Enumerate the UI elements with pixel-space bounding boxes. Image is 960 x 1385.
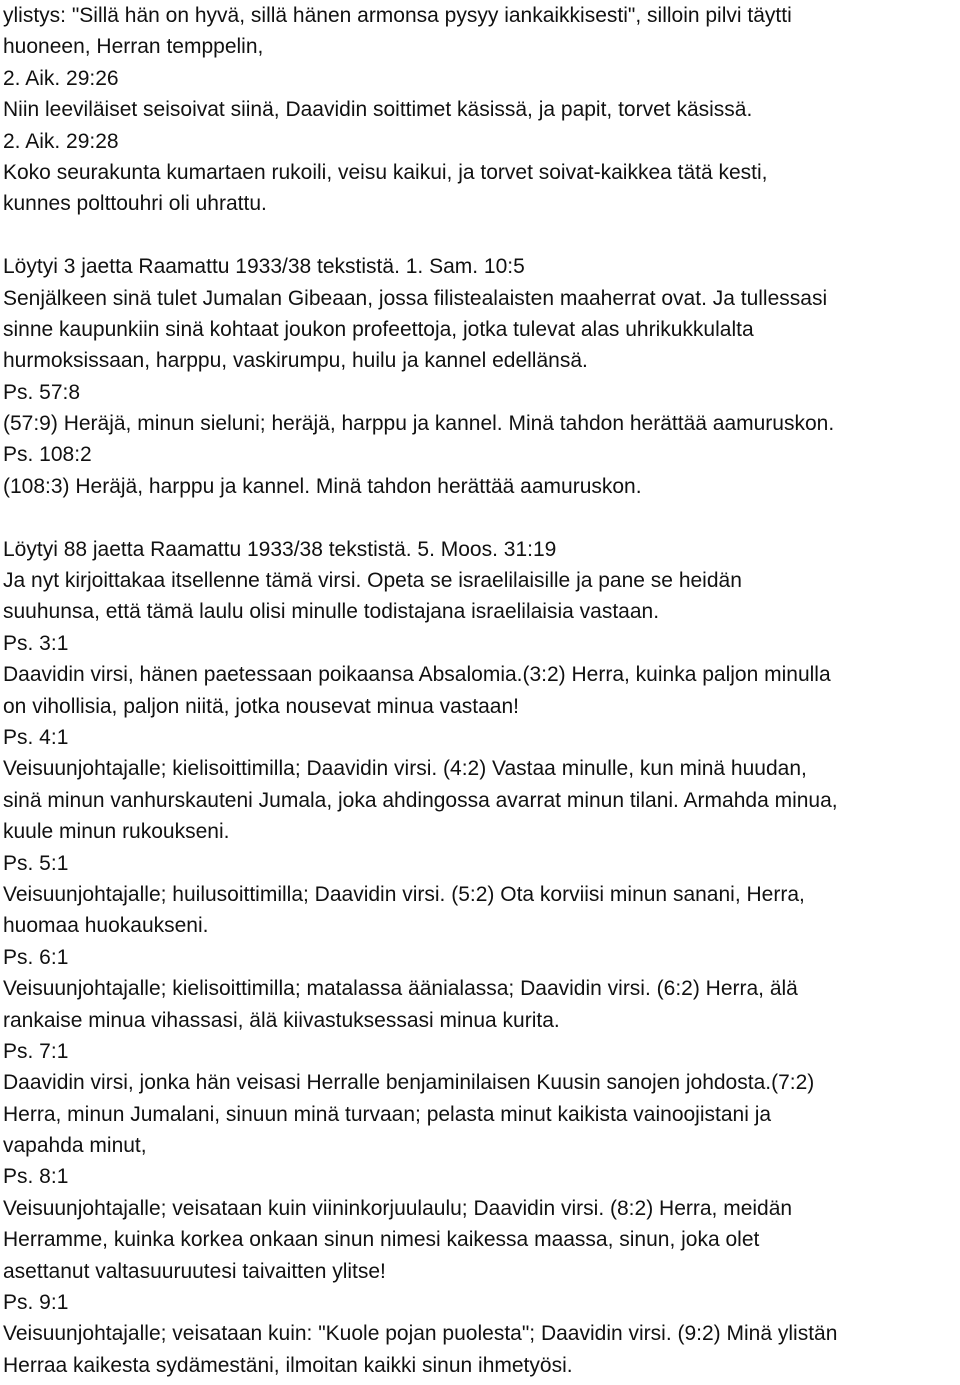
verse-text: Herramme, kuinka korkea onkaan sinun nimesi kaikessa maassa, sinun, joka olet xyxy=(3,1228,760,1252)
verse-text: Ja nyt kirjoittakaa itsellenne tämä virsi. Opeta se israelilaisille ja pane se heidän xyxy=(3,569,742,593)
verse-text: rankaise minua vihassasi, älä kiivastuksessasi minua kurita. xyxy=(3,1008,560,1032)
results-summary: Löytyi 3 jaetta Raamattu 1933/38 tekstistä. 1. Sam. 10:5 xyxy=(3,255,525,279)
verse-reference: Ps. 7:1 xyxy=(3,1039,69,1063)
verse-text: asettanut valtasuuruutesi taivaitten ylitse! xyxy=(3,1259,386,1283)
text-line: ylistys: "Sillä hän on hyvä, sillä hänen armonsa pysyy iankaikkisesti", silloin pilvi täytti xyxy=(3,4,792,27)
verse-text: on vihollisia, paljon niitä, jotka nousevat minua vastaan! xyxy=(3,694,519,718)
verse-text: Veisuunjohtajalle; kielisoittimilla; matalassa äänialassa; Daavidin virsi. (6:2) Herra, älä xyxy=(3,977,798,1001)
verse-text: hurmoksissaan, harppu, vaskirumpu, huilu ja kannel edellänsä. xyxy=(3,349,588,373)
verse-reference: Ps. 5:1 xyxy=(3,851,69,875)
verse-text: vapahda minut, xyxy=(3,1134,147,1158)
verse-text: Herra, minun Jumalani, sinuun minä turvaan; pelasta minut kaikista vainoojistani ja xyxy=(3,1102,772,1126)
verse-text: (57:9) Heräjä, minun sieluni; heräjä, harppu ja kannel. Minä tahdon herättää aamuruskon. xyxy=(3,412,835,436)
verse-text: kuule minun rukoukseni. xyxy=(3,820,230,844)
verse-text: Daavidin virsi, jonka hän veisasi Herralle benjaminilaisen Kuusin sanojen johdosta.(7:2) xyxy=(3,1071,815,1095)
verse-text: kunnes polttouhri oli uhrattu. xyxy=(3,192,267,216)
verse-reference: Ps. 108:2 xyxy=(3,443,92,467)
verse-text: huomaa huokaukseni. xyxy=(3,914,209,938)
verse-reference: 2. Aik. 29:28 xyxy=(3,129,119,153)
verse-reference: Ps. 57:8 xyxy=(3,380,81,404)
verse-reference: Ps. 8:1 xyxy=(3,1165,69,1189)
verse-text: sinne kaupunkiin sinä kohtaat joukon profeettoja, jotka tulevat alas uhrikukkulalta xyxy=(3,317,754,341)
verse-text: (108:3) Heräjä, harppu ja kannel. Minä tahdon herättää aamuruskon. xyxy=(3,474,642,498)
verse-text: Koko seurakunta kumartaen rukoili, veisu kaikui, ja torvet soivat-kaikkea tätä kesti, xyxy=(3,160,768,184)
verse-text: Veisuunjohtajalle; kielisoittimilla; Daavidin virsi. (4:2) Vastaa minulle, kun minä huudan, xyxy=(3,757,807,781)
verse-reference: 2. Aik. 29:26 xyxy=(3,66,119,90)
verse-text: Veisuunjohtajalle; huilusoittimilla; Daavidin virsi. (5:2) Ota korviisi minun sanani, Herra, xyxy=(3,882,805,906)
verse-text: Senjälkeen sinä tulet Jumalan Gibeaan, jossa filistealaisten maaherrat ovat. Ja tullessasi xyxy=(3,286,828,310)
blank-line xyxy=(3,502,960,533)
verse-text: Herraa kaikesta sydämestäni, ilmoitan kaikki sinun ihmetyösi. xyxy=(3,1353,573,1377)
verse-text: Veisuunjohtajalle; veisataan kuin viininkorjuulaulu; Daavidin virsi. (8:2) Herra, meidän xyxy=(3,1196,793,1220)
verse-reference: Ps. 4:1 xyxy=(3,725,69,749)
results-summary: Löytyi 88 jaetta Raamattu 1933/38 tekstistä. 5. Moos. 31:19 xyxy=(3,537,557,561)
blank-line xyxy=(3,220,960,251)
verse-reference: Ps. 9:1 xyxy=(3,1291,69,1315)
verse-reference: Ps. 6:1 xyxy=(3,945,69,969)
text-line: huoneen, Herran temppelin, xyxy=(3,35,264,59)
verse-text: Daavidin virsi, hänen paetessaan poikaansa Absalomia.(3:2) Herra, kuinka paljon minulla xyxy=(3,663,831,687)
verse-text: sinä minun vanhurskauteni Jumala, joka ahdingossa avarrat minun tilani. Armahda minua, xyxy=(3,788,838,812)
verse-reference: Ps. 3:1 xyxy=(3,631,69,655)
verse-text: Niin leeviläiset seisoivat siinä, Daavidin soittimet käsissä, ja papit, torvet käsissä. xyxy=(3,98,753,122)
verse-text: suuhunsa, että tämä laulu olisi minulle todistajana israelilaisia vastaan. xyxy=(3,600,660,624)
verse-text: Veisuunjohtajalle; veisataan kuin: "Kuole pojan puolesta"; Daavidin virsi. (9:2) Minä ylistän xyxy=(3,1322,838,1346)
